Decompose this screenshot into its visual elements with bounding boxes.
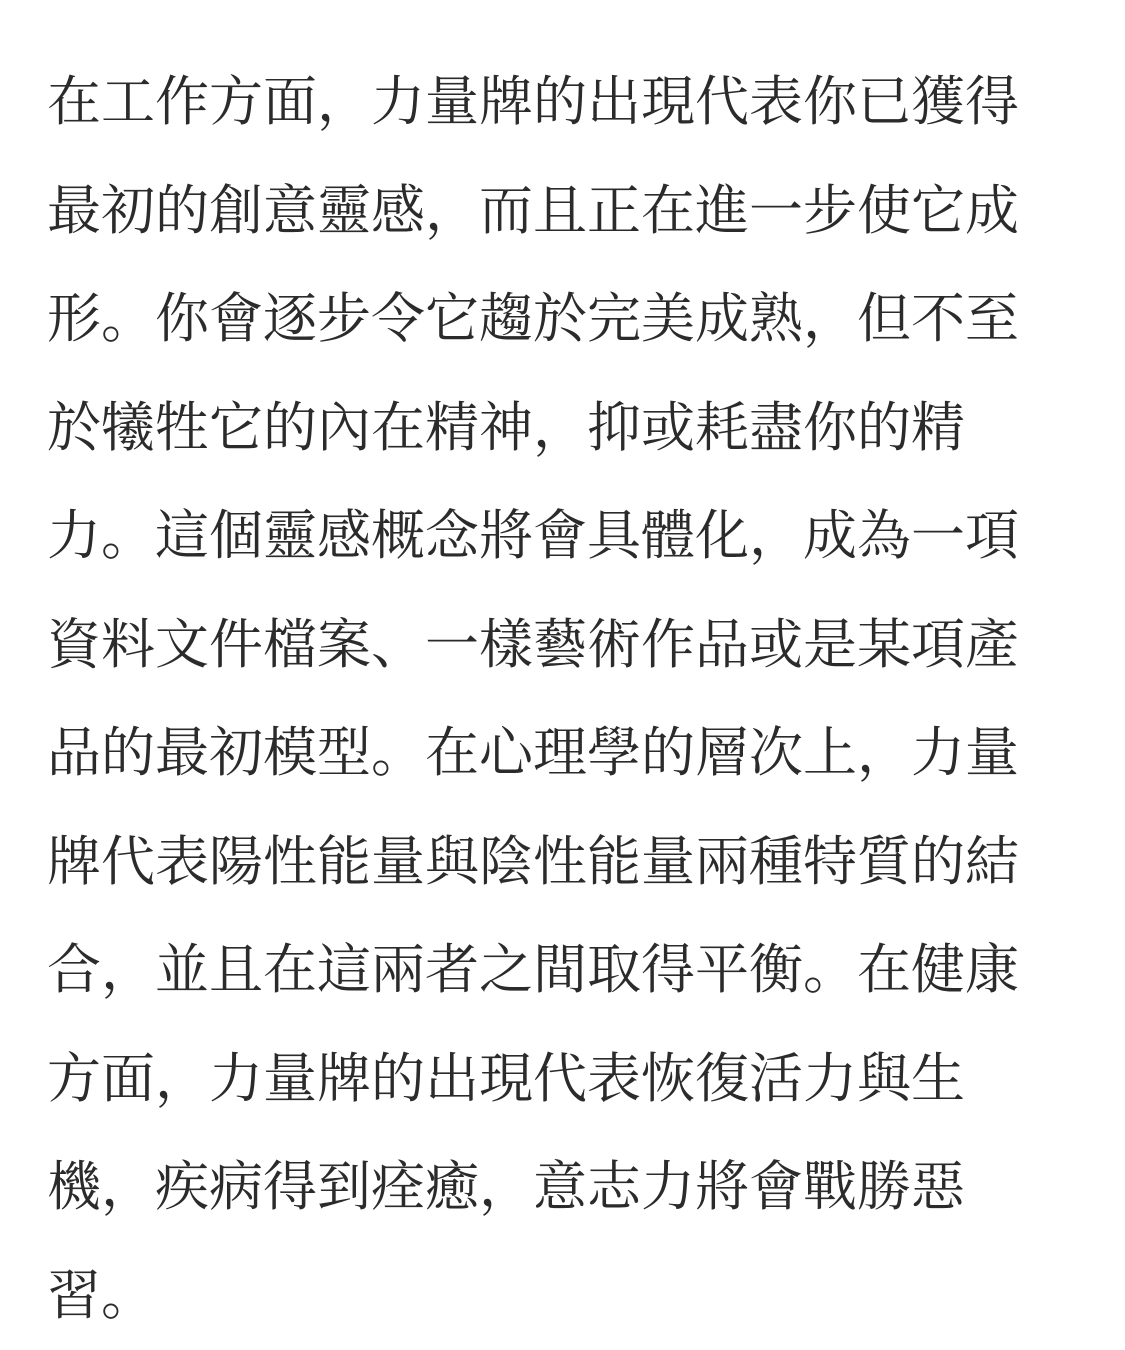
text-line: 方面，力量牌的出現代表恢復活力與生 xyxy=(47,1025,1087,1134)
text-line: 形。你會逐步令它趨於完美成熟，但不至 xyxy=(47,265,1087,374)
text-line: 最初的創意靈感，而且正在進一步使它成 xyxy=(47,157,1087,266)
text-line: 習。 xyxy=(47,1242,1087,1350)
text-line: 力。這個靈感概念將會具體化，成為一項 xyxy=(47,482,1087,591)
article-body xyxy=(47,48,1087,1350)
text-line: 品的最初模型。在心理學的層次上，力量 xyxy=(47,699,1087,808)
text-line: 於犧牲它的內在精神，抑或耗盡你的精 xyxy=(47,374,1087,483)
text-line: 機，疾病得到痊癒，意志力將會戰勝惡 xyxy=(47,1133,1087,1242)
text-line: 合，並且在這兩者之間取得平衡。在健康 xyxy=(47,916,1087,1025)
text-line: 在工作方面，力量牌的出現代表你已獲得 xyxy=(47,48,1087,157)
text-line: 牌代表陽性能量與陰性能量兩種特質的結 xyxy=(47,808,1087,917)
text-line: 資料文件檔案、一樣藝術作品或是某項產 xyxy=(47,591,1087,700)
